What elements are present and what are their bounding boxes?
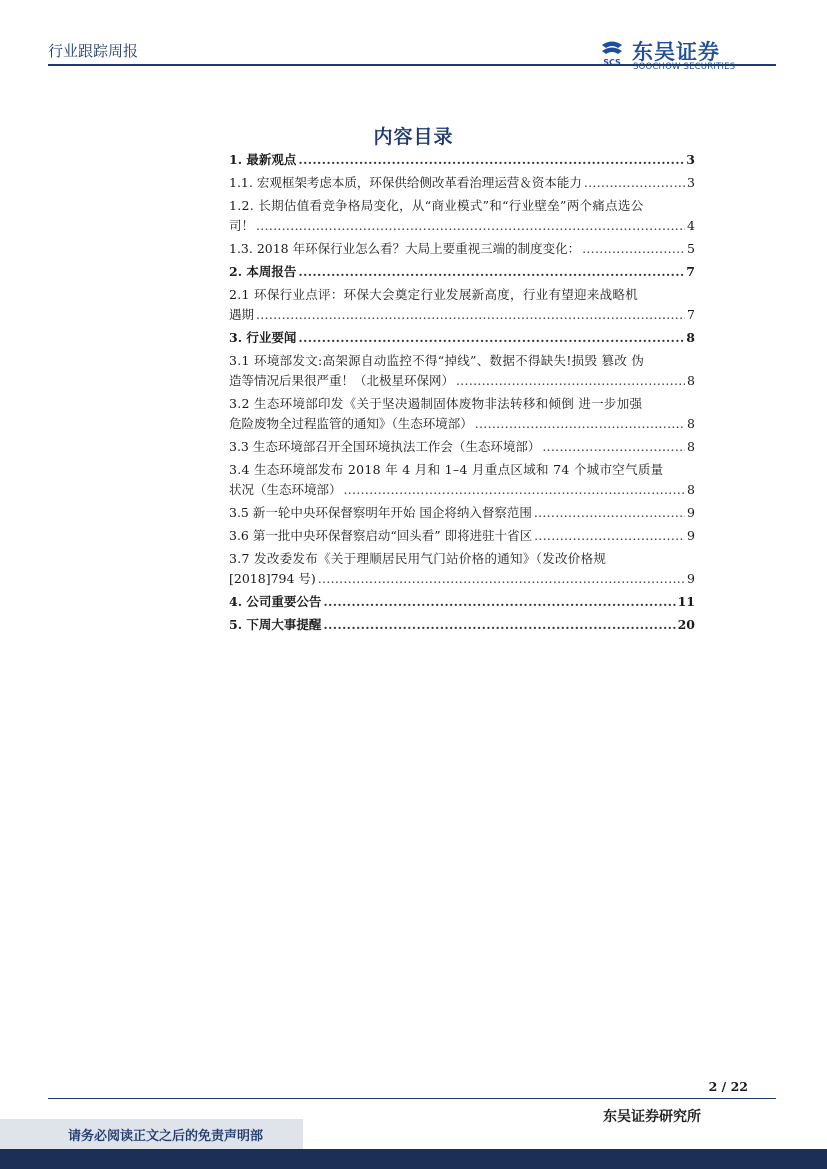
toc-entry-text: 5. 下周大事提醒 — [229, 617, 322, 632]
toc-entry[interactable] — [229, 150, 695, 170]
toc-entry-text: 4. 公司重要公告 — [229, 594, 322, 609]
dot-leader — [456, 371, 685, 391]
toc-entry-text: 3.3 生态环境部召开全国环境执法工作会（生态环境部） — [229, 439, 541, 454]
toc-entry[interactable] — [229, 569, 695, 589]
toc-title: 内容目录 — [373, 126, 454, 148]
dot-leader — [344, 480, 685, 500]
toc-entry-text: 3. 行业要闻 — [229, 330, 297, 345]
dot-leader — [542, 437, 685, 457]
toc-page-number: 7 — [687, 307, 695, 322]
toc-entry-text[interactable]: 3.1 环境部发文:高架源自动监控不得“掉线”、数据不得缺失!损毁 篡改 伪 — [229, 353, 645, 368]
toc-entry[interactable] — [229, 328, 695, 348]
logo-mark-text: SCS — [603, 58, 621, 67]
dot-leader — [298, 328, 684, 348]
toc-entry-text[interactable]: 1.2. 长期估值看竞争格局变化，从“商业模式”和“行业壁垒”两个痛点选公 — [229, 198, 644, 213]
toc-entry-text: 2. 本周报告 — [229, 264, 297, 279]
toc-entry[interactable] — [229, 371, 695, 391]
toc-entry-text: 3.5 新一轮中央环保督察明年开始 国企将纳入督察范围 — [229, 505, 532, 520]
toc-page-number: 8 — [687, 416, 695, 431]
toc-entry-text[interactable]: 3.4 生态环境部发布 2018 年 4 月和 1–4 月重点区域和 74 个城市空气质量 — [229, 462, 664, 477]
toc-page-number: 5 — [687, 241, 695, 256]
toc-entry[interactable] — [229, 414, 695, 434]
toc-entry[interactable] — [229, 173, 695, 193]
toc-page-number: 4 — [687, 218, 695, 233]
dot-leader — [256, 216, 685, 236]
dot-leader — [256, 305, 685, 325]
toc-page-number: 8 — [687, 373, 695, 388]
header-divider — [48, 64, 776, 66]
dot-leader — [475, 414, 685, 434]
toc-entry[interactable] — [229, 615, 695, 635]
toc-page-number: 11 — [677, 594, 695, 609]
toc-page-number: 7 — [686, 264, 695, 279]
toc-entry[interactable] — [229, 305, 695, 325]
toc-entry-continuation: [2018]794 号) — [229, 571, 316, 586]
toc-entry[interactable] — [229, 526, 695, 546]
toc-entry[interactable] — [229, 437, 695, 457]
toc-entry-continuation: 状况（生态环境部） — [229, 482, 342, 497]
toc-entry-text[interactable]: 3.2 生态环境部印发《关于坚决遏制固体废物非法转移和倾倒 进一步加强 — [229, 396, 643, 411]
toc-page-number: 8 — [687, 482, 695, 497]
toc-entry[interactable] — [229, 262, 695, 282]
toc-page-number: 8 — [686, 330, 695, 345]
toc-page-number: 9 — [687, 505, 695, 520]
dot-leader — [318, 569, 685, 589]
toc-entry-continuation: 危险废物全过程监管的通知》（生态环境部） — [229, 416, 473, 431]
toc-page-number: 20 — [677, 617, 695, 632]
dot-leader — [298, 262, 684, 282]
research-institute-label: 东吴证券研究所 — [603, 1109, 701, 1125]
report-type-label: 行业跟踪周报 — [48, 42, 139, 60]
page-number: 2 / 22 — [708, 1079, 748, 1094]
toc-entry[interactable] — [229, 216, 695, 236]
toc-entry-text: 1. 最新观点 — [229, 152, 297, 167]
toc-page-number: 3 — [687, 175, 695, 190]
dot-leader — [298, 150, 684, 170]
toc-entry-continuation: 遇期 — [229, 307, 255, 322]
logo-chinese-name: 东吴证券 — [632, 40, 720, 64]
toc-entry-text[interactable]: 2.1 环保行业点评：环保大会奠定行业发展新高度，行业有望迎来战略机 — [229, 287, 639, 302]
toc-entry[interactable] — [229, 592, 695, 612]
company-logo — [596, 36, 766, 76]
dot-leader — [582, 239, 685, 259]
dot-leader — [534, 503, 685, 523]
toc-entry-text: 1.1. 宏观框架考虑本质，环保供给侧改革看治理运营＆资本能力 — [229, 175, 582, 190]
toc-entry[interactable] — [229, 480, 695, 500]
toc-entry-continuation: 司！ — [229, 218, 255, 233]
bottom-color-bar — [0, 1149, 827, 1169]
toc-entry[interactable] — [229, 503, 695, 523]
toc-entry[interactable] — [229, 239, 695, 259]
dot-leader — [323, 615, 675, 635]
toc-page-number: 8 — [687, 439, 695, 454]
dot-leader — [534, 526, 685, 546]
dot-leader — [323, 592, 675, 612]
toc-entry-continuation: 造等情况后果很严重！（北极星环保网） — [229, 373, 455, 388]
footer-divider — [48, 1098, 776, 1099]
toc-page-number: 3 — [686, 152, 695, 167]
table-of-contents — [229, 150, 695, 635]
toc-page-number: 9 — [687, 571, 695, 586]
toc-entry-text: 3.6 第一批中央环保督察启动“回头看” 即将进驻十省区 — [229, 528, 533, 543]
toc-page-number: 9 — [687, 528, 695, 543]
disclaimer-text: 请务必阅读正文之后的免责声明部 — [68, 1129, 264, 1144]
toc-entry-text[interactable]: 3.7 发改委发布《关于理顺居民用气门站价格的通知》（发改价格规 — [229, 551, 607, 566]
logo-english-name: SOOCHOW SECURITIES — [633, 62, 736, 72]
dot-leader — [584, 173, 685, 193]
toc-entry-text: 1.3. 2018 年环保行业怎么看？大局上要重视三端的制度变化： — [229, 241, 581, 256]
disclaimer-banner — [0, 1119, 303, 1149]
